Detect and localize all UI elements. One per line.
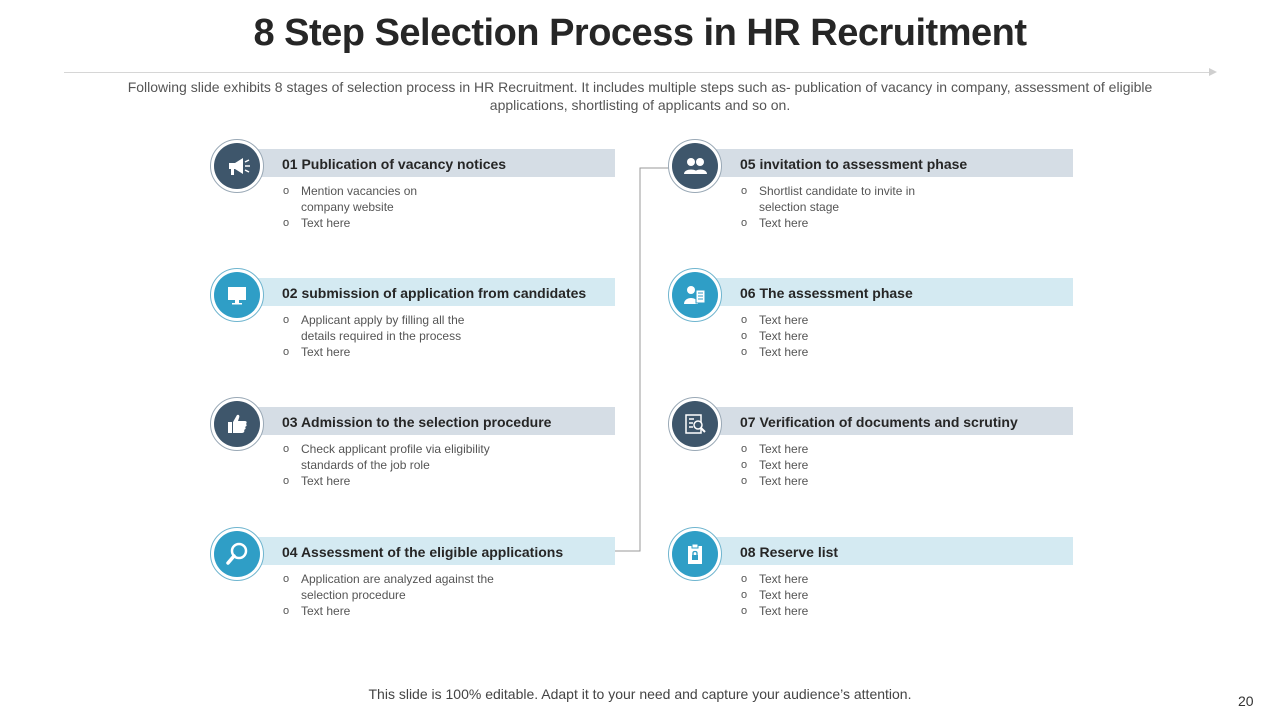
step-02 [210, 268, 630, 378]
megaphone-icon [223, 152, 251, 180]
icon-circle [214, 143, 260, 189]
bullet-item: o Text here [741, 215, 1041, 231]
step-bullets [283, 183, 583, 231]
step-heading: 01 Publication of vacancy notices [282, 156, 507, 172]
step-06 [668, 268, 1088, 378]
bullet-item: o Text here [741, 441, 1041, 457]
document-search-icon [681, 410, 709, 438]
step-01 [210, 139, 630, 249]
step-heading: 02 submission of application from candidates [282, 285, 587, 301]
icon-circle [672, 272, 718, 318]
step-05 [668, 139, 1088, 249]
step-bullets [283, 571, 583, 619]
bullet-item: details required in the process [301, 329, 462, 343]
bullet-item: o Applicant apply by filling all the [283, 312, 583, 328]
icon-circle [214, 531, 260, 577]
divider-arrow-icon [1209, 68, 1217, 76]
bullet-item: o Text here [741, 328, 1041, 344]
bullet-item: o Shortlist candidate to invite in [741, 183, 1041, 199]
step-bullets [283, 441, 583, 489]
bullet-item: o Text here [283, 344, 583, 360]
icon-circle [214, 401, 260, 447]
bullet-item: o Text here [741, 344, 1041, 360]
bullet-item: o Application are analyzed against the [283, 571, 583, 587]
icon-circle [214, 272, 260, 318]
page-number: 20 [1238, 693, 1254, 709]
step-bullets [741, 441, 1041, 489]
step-bullets [741, 183, 1041, 231]
candidate-resume-icon [681, 281, 709, 309]
bullet-item: o Text here [741, 603, 1041, 619]
bullet-item: o Text here [741, 473, 1041, 489]
step-heading: 07 Verification of documents and scrutiny [740, 414, 1018, 430]
bullet-item: o Check applicant profile via eligibility [283, 441, 583, 457]
slide-footer: This slide is 100% editable. Adapt it to your need and capture your audience’s attention. [368, 686, 912, 702]
icon-ring [668, 397, 722, 451]
step-08 [668, 527, 1088, 637]
slide-subtitle: Following slide exhibits 8 stages of selection process in HR Recruitment. It includes multiple steps such as- publication of vacancy in company, assessment of eligible applications, shortlisting of applicants and so on. [127, 79, 1153, 113]
bullet-item: o Text here [283, 603, 583, 619]
slide-title: 8 Step Selection Process in HR Recruitment [253, 12, 1027, 54]
step-04 [210, 527, 630, 637]
icon-ring [668, 268, 722, 322]
icon-circle [672, 531, 718, 577]
thumbs-up-icon [223, 410, 251, 438]
step-bullets [283, 312, 583, 360]
bullet-item: company website [301, 200, 394, 214]
title-divider [64, 72, 1212, 73]
bullet-item: o Mention vacancies on [283, 183, 583, 199]
users-icon [681, 152, 709, 180]
step-03 [210, 397, 630, 507]
step-heading: 04 Assessment of the eligible applications [282, 544, 564, 560]
step-bullets [741, 312, 1041, 360]
bullet-item: selection stage [759, 200, 840, 214]
icon-circle [672, 401, 718, 447]
step-07 [668, 397, 1088, 507]
bullet-item: o Text here [283, 473, 583, 489]
icon-ring [210, 397, 264, 451]
bullet-item: selection procedure [301, 588, 406, 602]
clipboard-lock-icon [681, 540, 709, 568]
icon-ring [668, 139, 722, 193]
bullet-item: o Text here [741, 571, 1041, 587]
magnifier-icon [223, 540, 251, 568]
icon-ring [668, 527, 722, 581]
bullet-item: standards of the job role [301, 458, 430, 472]
step-bullets [741, 571, 1041, 619]
step-heading: 08 Reserve list [740, 544, 839, 560]
step-heading: 05 invitation to assessment phase [740, 156, 968, 172]
bullet-item: o Text here [741, 587, 1041, 603]
bullet-item: o Text here [741, 312, 1041, 328]
icon-ring [210, 139, 264, 193]
bullet-item: o Text here [283, 215, 583, 231]
icon-ring [210, 527, 264, 581]
icon-circle [672, 143, 718, 189]
bullet-item: o Text here [741, 457, 1041, 473]
step-heading: 06 The assessment phase [740, 285, 913, 301]
step-heading: 03 Admission to the selection procedure [282, 414, 552, 430]
icon-ring [210, 268, 264, 322]
monitor-icon [223, 281, 251, 309]
